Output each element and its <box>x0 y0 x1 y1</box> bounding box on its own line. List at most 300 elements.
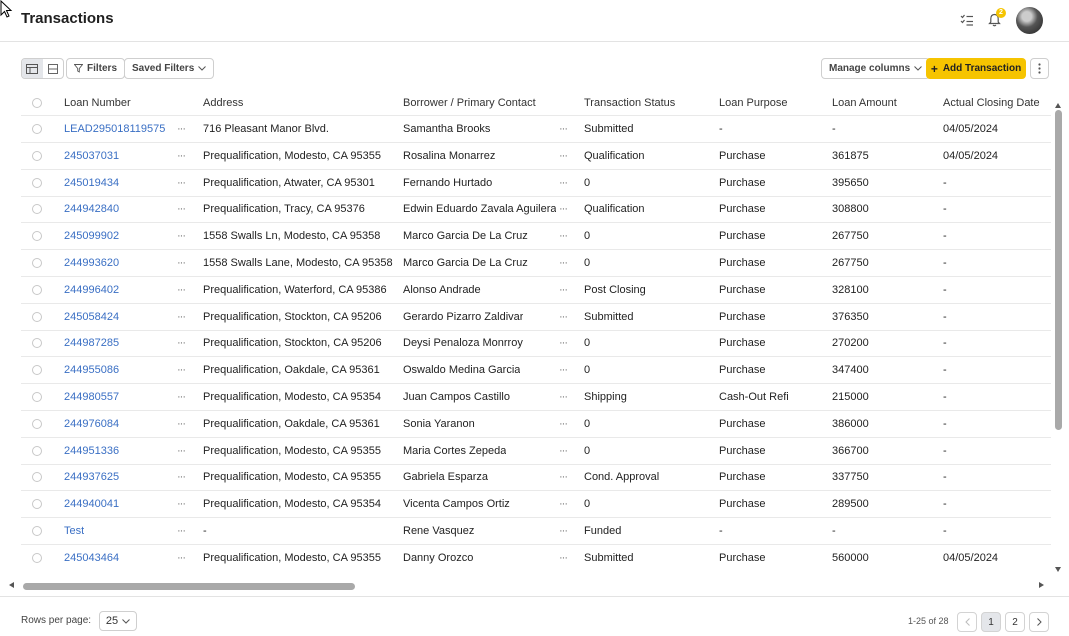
chevron-down-icon <box>198 66 206 71</box>
rows-per-page-label: Rows per page: <box>21 615 92 626</box>
cell-loan-number[interactable] <box>64 438 119 464</box>
row-checkbox[interactable] <box>32 526 42 536</box>
cell-text: Prequalification, Modesto, CA 95355 <box>203 444 381 457</box>
notification-badge: 2 <box>996 8 1006 18</box>
loan-number-link[interactable]: 245058424 <box>64 310 120 323</box>
column-header-closing-date[interactable]: Actual Closing Date <box>943 96 1040 109</box>
cell-text: - <box>832 123 836 135</box>
horizontal-scroll-thumb[interactable] <box>23 583 355 590</box>
cell-loan-number[interactable] <box>64 518 84 544</box>
cell-purpose <box>719 464 765 490</box>
scroll-up-arrow-icon[interactable] <box>1055 103 1061 108</box>
cell-borrower <box>403 304 523 330</box>
cell-text: Prequalification, Stockton, CA 95206 <box>203 337 382 350</box>
cell-status <box>584 438 590 464</box>
page-header <box>0 0 1069 42</box>
cell-text: Purchase <box>719 176 766 189</box>
cell-amount <box>832 438 869 464</box>
column-header-address[interactable]: Address <box>203 96 244 109</box>
column-header-amount[interactable]: Loan Amount <box>832 96 897 109</box>
cell-purpose <box>719 277 765 303</box>
cell-borrower <box>403 411 475 437</box>
cell-closing-date <box>943 196 947 222</box>
loan-actions-menu-icon[interactable] <box>177 196 185 222</box>
row-checkbox[interactable] <box>32 553 42 563</box>
table-row[interactable] <box>21 411 1051 438</box>
row-checkbox[interactable] <box>32 365 42 375</box>
loan-actions-menu-icon[interactable] <box>177 411 185 437</box>
transactions-table <box>21 90 1051 570</box>
cell-text: 1558 Swalls Ln, Modesto, CA 95358 <box>203 230 381 243</box>
loan-number-link[interactable]: 244996402 <box>64 283 120 296</box>
table-row[interactable] <box>21 491 1051 518</box>
cell-text: - <box>203 525 207 537</box>
cell-address <box>203 518 207 544</box>
row-checkbox[interactable] <box>32 204 42 214</box>
loan-number-link[interactable]: Test <box>64 525 85 537</box>
contact-actions-menu-icon[interactable] <box>559 545 567 570</box>
cell-loan-number[interactable] <box>64 304 119 330</box>
contact-actions-menu-icon[interactable] <box>559 116 567 142</box>
cell-text: - <box>943 230 947 243</box>
table-row[interactable] <box>21 170 1051 197</box>
cell-borrower <box>403 277 481 303</box>
cell-text: Prequalification, Waterford, CA 95386 <box>203 283 387 296</box>
cell-text: Submitted <box>584 310 634 323</box>
cell-loan-number[interactable] <box>64 196 119 222</box>
saved-filters-button[interactable] <box>124 58 214 79</box>
manage-columns-button[interactable] <box>821 58 930 79</box>
cell-address <box>203 196 365 222</box>
view-toggle <box>21 58 64 79</box>
contact-actions-menu-icon[interactable] <box>559 330 567 356</box>
cell-text: 328100 <box>832 283 869 296</box>
ellipsis-icon: ··· <box>177 364 185 377</box>
cell-address <box>203 411 380 437</box>
cell-borrower <box>403 545 473 570</box>
cell-text: 337750 <box>832 471 869 484</box>
cell-loan-number[interactable] <box>64 411 119 437</box>
loan-actions-menu-icon[interactable] <box>177 438 185 464</box>
cell-text: Maria Cortes Zepeda <box>403 444 507 457</box>
loan-actions-menu-icon[interactable] <box>177 464 185 490</box>
loan-actions-menu-icon[interactable] <box>177 545 185 570</box>
cell-closing-date <box>943 411 947 437</box>
loan-number-link[interactable]: 244993620 <box>64 257 120 269</box>
loan-number-link[interactable]: 244987285 <box>64 337 120 350</box>
cell-borrower <box>403 116 490 142</box>
scroll-down-arrow-icon[interactable] <box>1055 567 1061 572</box>
vertical-scrollbar[interactable] <box>1053 103 1064 573</box>
row-checkbox[interactable] <box>32 231 42 241</box>
cell-text: 0 <box>584 498 591 511</box>
cell-text: 0 <box>584 230 591 243</box>
cell-text: - <box>943 417 947 430</box>
table-view-button[interactable] <box>22 59 43 78</box>
cell-text: Marco Garcia De La Cruz <box>403 230 528 243</box>
cell-purpose <box>719 545 765 570</box>
avatar[interactable] <box>1016 7 1043 34</box>
vertical-scroll-thumb[interactable] <box>1055 110 1062 430</box>
ellipsis-icon: ··· <box>177 123 185 135</box>
cell-text: 0 <box>584 444 591 457</box>
row-select-cell <box>32 330 42 356</box>
cell-text: Purchase <box>719 471 766 484</box>
rows-per-page-select[interactable] <box>99 611 137 631</box>
ellipsis-icon: ··· <box>177 498 185 511</box>
cell-status <box>584 116 634 142</box>
cell-text: - <box>943 337 947 350</box>
cell-status <box>584 196 645 222</box>
row-checkbox[interactable] <box>32 312 42 322</box>
loan-actions-menu-icon[interactable] <box>177 304 185 330</box>
chevron-right-icon <box>1037 618 1042 626</box>
ellipsis-icon: ··· <box>559 364 567 377</box>
row-select-cell <box>32 384 42 410</box>
cell-text: 0 <box>584 257 591 269</box>
cell-text: 560000 <box>832 551 869 564</box>
cell-closing-date <box>943 330 947 356</box>
cell-purpose <box>719 196 765 222</box>
cell-status <box>584 277 646 303</box>
loan-number-link[interactable]: 244940041 <box>64 498 120 511</box>
cell-loan-number[interactable] <box>64 277 119 303</box>
cell-text: Rene Vasquez <box>403 525 475 537</box>
row-select-cell <box>32 170 42 196</box>
ellipsis-icon: ··· <box>177 337 185 350</box>
cell-loan-number[interactable] <box>64 330 119 356</box>
row-checkbox[interactable] <box>32 338 42 348</box>
cell-text: 0 <box>584 337 591 350</box>
table-row[interactable] <box>21 116 1051 143</box>
cell-purpose <box>719 330 765 356</box>
cell-amount <box>832 304 869 330</box>
cell-text: 1558 Swalls Lane, Modesto, CA 95358 <box>203 257 393 269</box>
row-checkbox[interactable] <box>32 419 42 429</box>
filters-button[interactable] <box>66 58 125 79</box>
loan-number-link[interactable]: 244937625 <box>64 471 120 484</box>
row-checkbox[interactable] <box>32 178 42 188</box>
cell-closing-date <box>943 464 947 490</box>
table-toolbar <box>0 56 1069 82</box>
row-select-cell <box>32 304 42 330</box>
cell-text: - <box>943 203 947 216</box>
cell-loan-number[interactable] <box>64 116 165 142</box>
cell-text: Edwin Eduardo Zavala Aguilera <box>403 203 557 216</box>
contact-actions-menu-icon[interactable] <box>559 250 567 276</box>
cell-text: 347400 <box>832 364 869 377</box>
cell-text: - <box>943 310 947 323</box>
ellipsis-icon: ··· <box>559 176 567 189</box>
loan-number-link[interactable]: 244951336 <box>64 444 120 457</box>
table-row[interactable] <box>21 223 1051 250</box>
cell-borrower <box>403 518 474 544</box>
more-options-button[interactable] <box>1030 58 1049 79</box>
cell-closing-date <box>943 250 947 276</box>
contact-actions-menu-icon[interactable] <box>559 277 567 303</box>
cell-amount <box>832 545 869 570</box>
cell-text: Shipping <box>584 391 627 403</box>
cell-status <box>584 304 634 330</box>
cell-text: Purchase <box>719 551 766 564</box>
kebab-menu-icon <box>1038 63 1041 74</box>
contact-actions-menu-icon[interactable] <box>559 170 567 196</box>
cell-address <box>203 545 381 570</box>
cell-borrower <box>403 143 495 169</box>
contact-actions-menu-icon[interactable] <box>559 196 567 222</box>
loan-actions-menu-icon[interactable] <box>177 384 185 410</box>
cell-purpose <box>719 518 723 544</box>
previous-page-button[interactable] <box>957 612 977 632</box>
cell-text: Prequalification, Stockton, CA 95206 <box>203 310 382 323</box>
loan-number-link[interactable]: LEAD295018119575 <box>64 123 166 135</box>
cell-text: - <box>943 444 947 457</box>
table-row[interactable] <box>21 250 1051 277</box>
cell-text: 0 <box>584 364 591 377</box>
cell-text: - <box>943 176 947 189</box>
cell-purpose <box>719 116 723 142</box>
cell-text: 366700 <box>832 444 869 457</box>
table-row[interactable] <box>21 330 1051 357</box>
filter-icon <box>74 64 83 73</box>
cell-text: Purchase <box>719 364 766 377</box>
checklist-icon[interactable] <box>958 11 976 29</box>
cell-loan-number[interactable] <box>64 357 119 383</box>
row-checkbox[interactable] <box>32 151 42 161</box>
cell-closing-date <box>943 304 947 330</box>
loan-actions-menu-icon[interactable] <box>177 116 185 142</box>
cell-loan-number[interactable] <box>64 223 119 249</box>
ellipsis-icon: ··· <box>559 417 567 430</box>
contact-actions-menu-icon[interactable] <box>559 518 567 544</box>
cell-text: Qualification <box>584 203 645 216</box>
loan-actions-menu-icon[interactable] <box>177 330 185 356</box>
cell-purpose <box>719 384 789 410</box>
table-row[interactable] <box>21 196 1051 223</box>
cell-purpose <box>719 223 765 249</box>
cell-amount <box>832 384 869 410</box>
cell-address <box>203 464 381 490</box>
cell-address <box>203 143 381 169</box>
table-row[interactable] <box>21 518 1051 545</box>
table-row[interactable] <box>21 277 1051 304</box>
cell-borrower <box>403 250 528 276</box>
cell-closing-date <box>943 357 947 383</box>
ellipsis-icon: ··· <box>177 391 185 403</box>
cell-text: - <box>719 525 723 537</box>
cell-text: - <box>943 364 947 377</box>
row-checkbox[interactable] <box>32 499 42 509</box>
row-checkbox[interactable] <box>32 124 42 134</box>
contact-actions-menu-icon[interactable] <box>559 464 567 490</box>
page-1-button[interactable]: 1 <box>981 612 1001 632</box>
cell-text: Prequalification, Modesto, CA 95355 <box>203 149 381 162</box>
cell-text: - <box>719 123 723 135</box>
column-header-status[interactable]: Transaction Status <box>584 96 676 109</box>
loan-actions-menu-icon[interactable] <box>177 223 185 249</box>
cell-amount <box>832 277 869 303</box>
cell-amount <box>832 491 869 517</box>
cell-address <box>203 277 387 303</box>
select-all-checkbox[interactable] <box>32 98 42 108</box>
cell-purpose <box>719 143 765 169</box>
cell-text: Prequalification, Modesto, CA 95354 <box>203 391 381 403</box>
cell-status <box>584 518 621 544</box>
table-row[interactable] <box>21 464 1051 491</box>
contact-actions-menu-icon[interactable] <box>559 223 567 249</box>
cell-loan-number[interactable] <box>64 170 119 196</box>
table-row[interactable] <box>21 143 1051 170</box>
row-select-cell <box>32 223 42 249</box>
cell-loan-number[interactable] <box>64 143 119 169</box>
cell-text: 386000 <box>832 417 869 430</box>
cell-closing-date <box>943 116 998 142</box>
cell-status <box>584 170 590 196</box>
loan-actions-menu-icon[interactable] <box>177 170 185 196</box>
scroll-left-arrow-icon[interactable] <box>9 582 14 588</box>
contact-actions-menu-icon[interactable] <box>559 491 567 517</box>
row-checkbox[interactable] <box>32 446 42 456</box>
cell-text: Prequalification, Tracy, CA 95376 <box>203 203 365 216</box>
ellipsis-icon: ··· <box>559 391 567 403</box>
manage-columns-label: Manage columns <box>829 63 911 74</box>
table-row[interactable] <box>21 357 1051 384</box>
cell-text: 04/05/2024 <box>943 551 999 564</box>
cell-address <box>203 438 381 464</box>
cell-text: 04/05/2024 <box>943 123 999 135</box>
loan-number-link[interactable]: 245043464 <box>64 551 120 564</box>
cell-address <box>203 116 329 142</box>
horizontal-scrollbar[interactable] <box>5 580 1051 592</box>
scroll-right-arrow-icon[interactable] <box>1039 582 1044 588</box>
loan-number-link[interactable]: 245037031 <box>64 149 120 162</box>
loan-number-link[interactable]: 244955086 <box>64 364 120 377</box>
cell-amount <box>832 143 869 169</box>
table-row[interactable] <box>21 384 1051 411</box>
loan-actions-menu-icon[interactable] <box>177 491 185 517</box>
ellipsis-icon: ··· <box>559 203 567 216</box>
ellipsis-icon: ··· <box>559 498 567 511</box>
loan-actions-menu-icon[interactable] <box>177 357 185 383</box>
table-header-row <box>21 90 1051 116</box>
table-row[interactable] <box>21 545 1051 570</box>
row-checkbox[interactable] <box>32 392 42 402</box>
bell-icon[interactable] <box>985 11 1003 29</box>
cell-loan-number[interactable] <box>64 545 119 570</box>
table-row[interactable] <box>21 438 1051 465</box>
add-transaction-button[interactable] <box>926 58 1026 79</box>
contact-actions-menu-icon[interactable] <box>559 411 567 437</box>
row-checkbox[interactable] <box>32 258 42 268</box>
cell-text: Danny Orozco <box>403 551 474 564</box>
chevron-left-icon <box>965 618 970 626</box>
row-checkbox[interactable] <box>32 472 42 482</box>
loan-actions-menu-icon[interactable] <box>177 518 185 544</box>
cell-text: Prequalification, Atwater, CA 95301 <box>203 176 375 189</box>
cell-text: Oswaldo Medina Garcia <box>403 364 521 377</box>
cell-text: 716 Pleasant Manor Blvd. <box>203 123 329 135</box>
ellipsis-icon: ··· <box>559 444 567 457</box>
loan-actions-menu-icon[interactable] <box>177 277 185 303</box>
cell-purpose <box>719 250 765 276</box>
loan-number-link[interactable]: 244942840 <box>64 203 120 216</box>
cell-status <box>584 384 627 410</box>
contact-actions-menu-icon[interactable] <box>559 357 567 383</box>
cell-text: 267750 <box>832 230 869 243</box>
cell-text: - <box>832 525 836 537</box>
cell-amount <box>832 464 869 490</box>
cell-text: Purchase <box>719 257 766 269</box>
cell-amount <box>832 223 869 249</box>
cell-status <box>584 411 590 437</box>
cell-status <box>584 250 590 276</box>
loan-number-link[interactable]: 245019434 <box>64 176 120 189</box>
cell-status <box>584 357 590 383</box>
cell-loan-number[interactable] <box>64 250 119 276</box>
loan-number-link[interactable]: 244976084 <box>64 417 120 430</box>
contact-actions-menu-icon[interactable] <box>559 438 567 464</box>
row-checkbox[interactable] <box>32 285 42 295</box>
ellipsis-icon: ··· <box>559 283 567 296</box>
cell-closing-date <box>943 143 998 169</box>
table-row[interactable] <box>21 304 1051 331</box>
cell-loan-number[interactable] <box>64 491 119 517</box>
loan-number-link[interactable]: 244980557 <box>64 391 120 403</box>
cell-text: Prequalification, Modesto, CA 95355 <box>203 471 381 484</box>
card-view-button[interactable] <box>43 59 64 78</box>
cell-text: 308800 <box>832 203 869 216</box>
cell-status <box>584 491 590 517</box>
contact-actions-menu-icon[interactable] <box>559 304 567 330</box>
cell-closing-date <box>943 491 947 517</box>
rows-per-page-value: 25 <box>105 615 119 627</box>
cell-address <box>203 223 380 249</box>
page-title: Transactions <box>21 10 114 27</box>
cell-address <box>203 304 382 330</box>
column-header-borrower[interactable]: Borrower / Primary Contact <box>403 96 536 109</box>
cell-loan-number[interactable] <box>64 464 119 490</box>
cell-text: Alonso Andrade <box>403 283 481 296</box>
cell-text: Juan Campos Castillo <box>403 391 510 403</box>
cell-purpose <box>719 438 765 464</box>
cell-text: Fernando Hurtado <box>403 176 493 189</box>
row-select-cell <box>32 438 42 464</box>
column-header-purpose[interactable]: Loan Purpose <box>719 96 788 109</box>
ellipsis-icon: ··· <box>177 283 185 296</box>
next-page-button[interactable] <box>1029 612 1049 632</box>
cell-text: Purchase <box>719 283 766 296</box>
cell-loan-number[interactable] <box>64 384 119 410</box>
loan-actions-menu-icon[interactable] <box>177 250 185 276</box>
loan-actions-menu-icon[interactable] <box>177 143 185 169</box>
column-header-loan-number[interactable]: Loan Number <box>64 96 131 109</box>
cell-closing-date <box>943 518 947 544</box>
contact-actions-menu-icon[interactable] <box>559 384 567 410</box>
cell-text: Prequalification, Modesto, CA 95355 <box>203 551 381 564</box>
plus-icon: + <box>930 61 938 76</box>
cell-amount <box>832 518 836 544</box>
cell-status <box>584 223 590 249</box>
page-2-button[interactable]: 2 <box>1005 612 1025 632</box>
cell-closing-date <box>943 223 947 249</box>
contact-actions-menu-icon[interactable] <box>559 143 567 169</box>
cell-status <box>584 464 659 490</box>
row-select-cell <box>32 116 42 142</box>
table-view-icon <box>26 64 38 74</box>
chevron-down-icon <box>914 66 922 71</box>
loan-number-link[interactable]: 245099902 <box>64 230 120 243</box>
cell-borrower <box>403 464 488 490</box>
